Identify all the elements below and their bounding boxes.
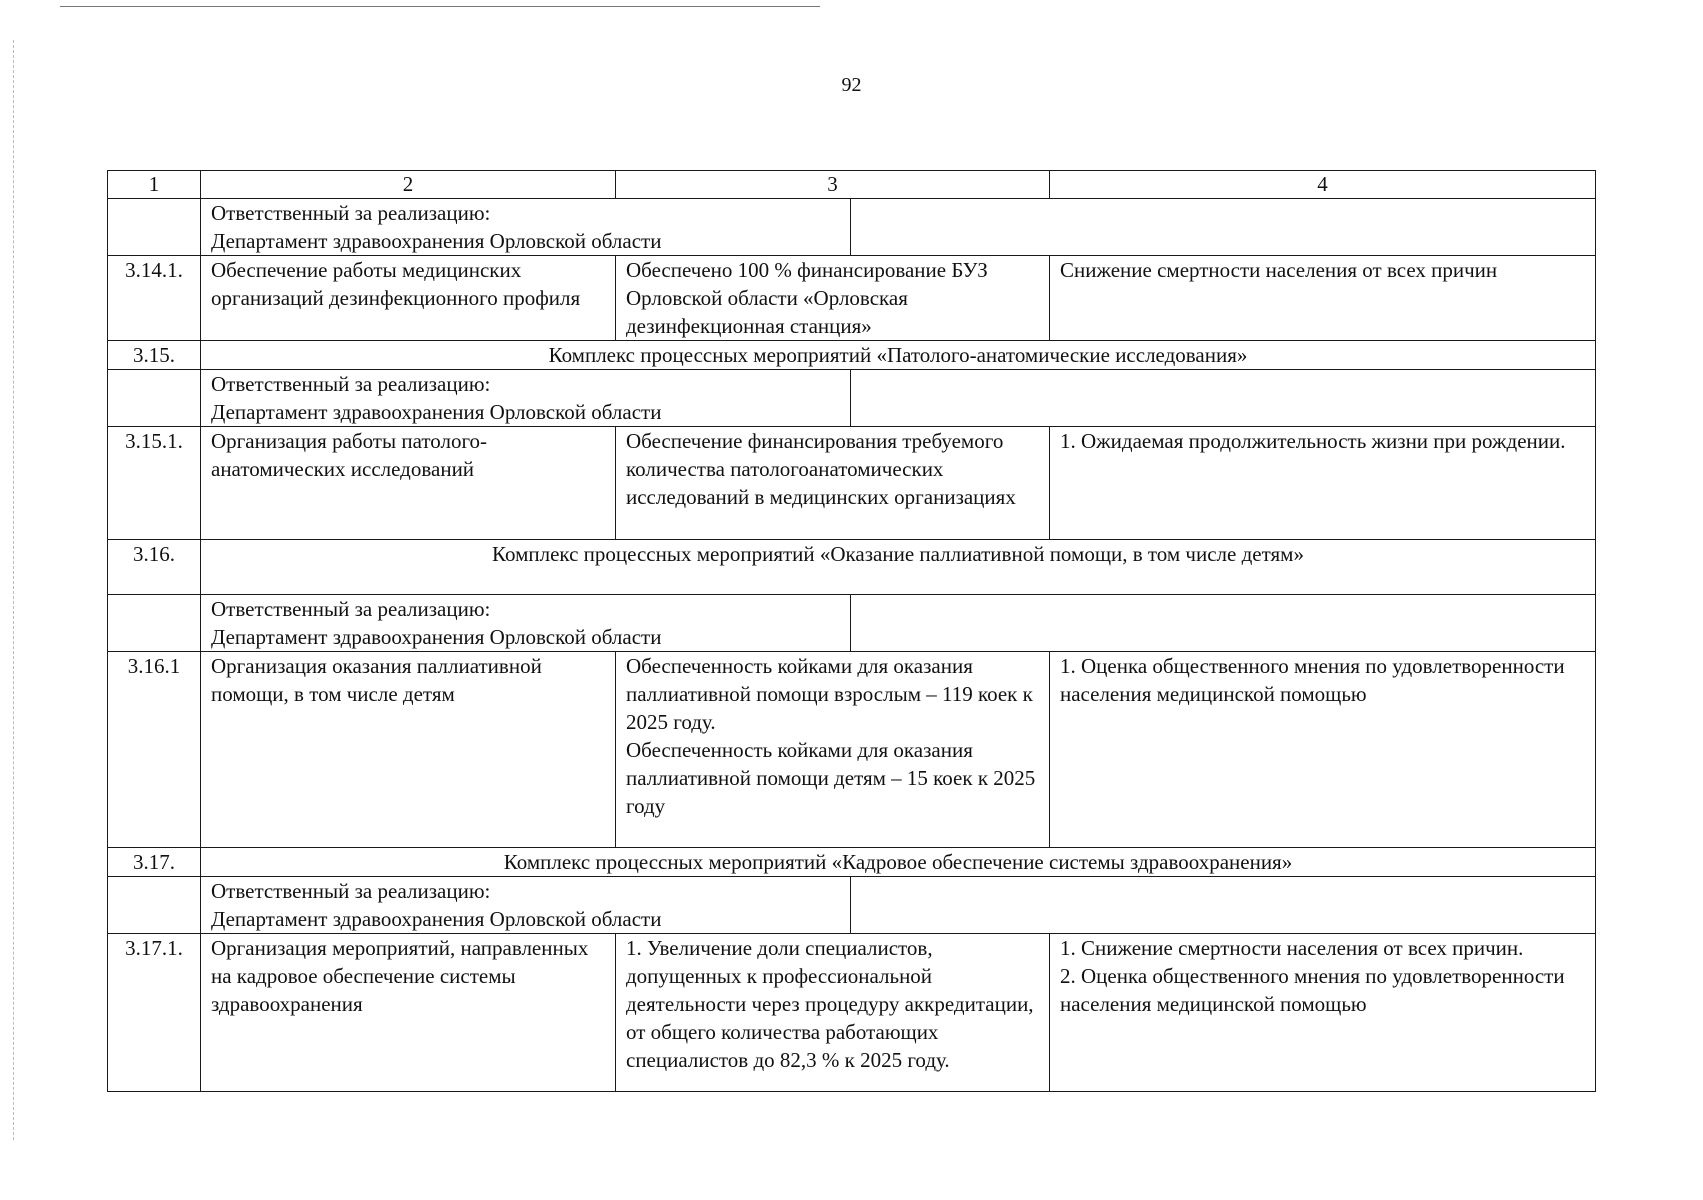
responsible-cell <box>201 595 1596 652</box>
table-row-responsible <box>108 199 1596 256</box>
empty-cell <box>851 877 1595 933</box>
table-row-3-15-1 <box>108 427 1596 540</box>
responsible-label: Ответственный за реализацию: <box>211 597 491 621</box>
measure-indicator-cell: Снижение смертности населения от всех причин <box>1050 256 1596 341</box>
table-row-responsible <box>108 877 1596 934</box>
row-number: 3.14.1. <box>108 256 201 341</box>
indicator-paragraph-mortality: 1. Снижение смертности населения от всех причин. <box>1060 936 1524 960</box>
section-number: 3.17. <box>108 848 201 877</box>
table-row-3-16-1 <box>108 652 1596 848</box>
page-number: 92 <box>841 74 862 96</box>
responsible-org: Департамент здравоохранения Орловской области <box>211 229 662 253</box>
responsible-cell <box>201 370 1596 427</box>
responsible-org: Департамент здравоохранения Орловской области <box>211 625 662 649</box>
empty-num-cell <box>108 199 201 256</box>
row-number: 3.16.1 <box>108 652 201 848</box>
measure-name-cell: Организация работы патолого-анатомических исследований <box>201 427 616 540</box>
measures-table <box>107 170 1596 1092</box>
measure-result-cell: Обеспечено 100 % финансирование БУЗ Орловской области «Орловская дезинфекционная станция» <box>616 256 1050 341</box>
measure-name-cell: Обеспечение работы медицинских организаций дезинфекционного профиля <box>201 256 616 341</box>
empty-cell <box>851 199 1595 255</box>
responsible-cell <box>201 199 1596 256</box>
responsible-org: Департамент здравоохранения Орловской области <box>211 400 662 424</box>
table-row-responsible <box>108 595 1596 652</box>
responsible-label: Ответственный за реализацию: <box>211 372 491 396</box>
section-number: 3.16. <box>108 540 201 595</box>
row-number: 3.15.1. <box>108 427 201 540</box>
responsible-org: Департамент здравоохранения Орловской области <box>211 907 662 931</box>
measures-table-wrapper <box>107 170 1595 1092</box>
measure-indicator-cell: 1. Оценка общественного мнения по удовлетворенности населения медицинской помощью <box>1050 652 1596 848</box>
header-cell-1: 1 <box>108 171 201 199</box>
measure-indicator-cell <box>1050 934 1596 1092</box>
header-cell-3: 3 <box>616 171 1050 199</box>
section-title: Комплекс процессных мероприятий «Патолого-анатомические исследования» <box>201 341 1596 370</box>
measure-result-cell <box>616 652 1050 848</box>
empty-cell <box>851 595 1595 651</box>
header-cell-4: 4 <box>1050 171 1596 199</box>
empty-num-cell <box>108 370 201 427</box>
section-row-3-17 <box>108 848 1596 877</box>
scan-top-rule <box>60 6 820 7</box>
responsible-cell <box>201 877 1596 934</box>
indicator-paragraph-opinion: 2. Оценка общественного мнения по удовлетворенности населения медицинской помощью <box>1060 964 1565 1016</box>
measure-result-cell: 1. Увеличение доли специалистов, допущенных к профессиональной деятельности через процедуру аккредитации, от общего количества работающих специалистов до 82,3 % к 2025 году. <box>616 934 1050 1092</box>
table-row-3-17-1 <box>108 934 1596 1092</box>
section-title: Комплекс процессных мероприятий «Оказание паллиативной помощи, в том числе детям» <box>201 540 1596 595</box>
result-paragraph-adults: Обеспеченность койками для оказания паллиативной помощи взрослым – 119 коек к 2025 году. <box>626 654 1033 734</box>
empty-num-cell <box>108 877 201 934</box>
row-number: 3.17.1. <box>108 934 201 1092</box>
responsible-label: Ответственный за реализацию: <box>211 879 491 903</box>
table-row-responsible <box>108 370 1596 427</box>
section-row-3-15 <box>108 341 1596 370</box>
empty-cell <box>851 370 1595 426</box>
measure-result-cell: Обеспечение финансирования требуемого количества патологоанатомических исследований в медицинских организациях <box>616 427 1050 540</box>
scan-left-edge <box>13 40 14 1140</box>
empty-num-cell <box>108 595 201 652</box>
header-cell-2: 2 <box>201 171 616 199</box>
responsible-label: Ответственный за реализацию: <box>211 201 491 225</box>
section-number: 3.15. <box>108 341 201 370</box>
table-header-row <box>108 171 1596 199</box>
section-title: Комплекс процессных мероприятий «Кадровое обеспечение системы здравоохранения» <box>201 848 1596 877</box>
measure-indicator-cell: 1. Ожидаемая продолжительность жизни при рождении. <box>1050 427 1596 540</box>
measure-name-cell: Организация оказания паллиативной помощи, в том числе детям <box>201 652 616 848</box>
measure-name-cell: Организация мероприятий, направленных на кадровое обеспечение системы здравоохранения <box>201 934 616 1092</box>
result-paragraph-children: Обеспеченность койками для оказания паллиативной помощи детям – 15 коек к 2025 году <box>626 738 1036 818</box>
table-row-3-14-1 <box>108 256 1596 341</box>
section-row-3-16 <box>108 540 1596 595</box>
